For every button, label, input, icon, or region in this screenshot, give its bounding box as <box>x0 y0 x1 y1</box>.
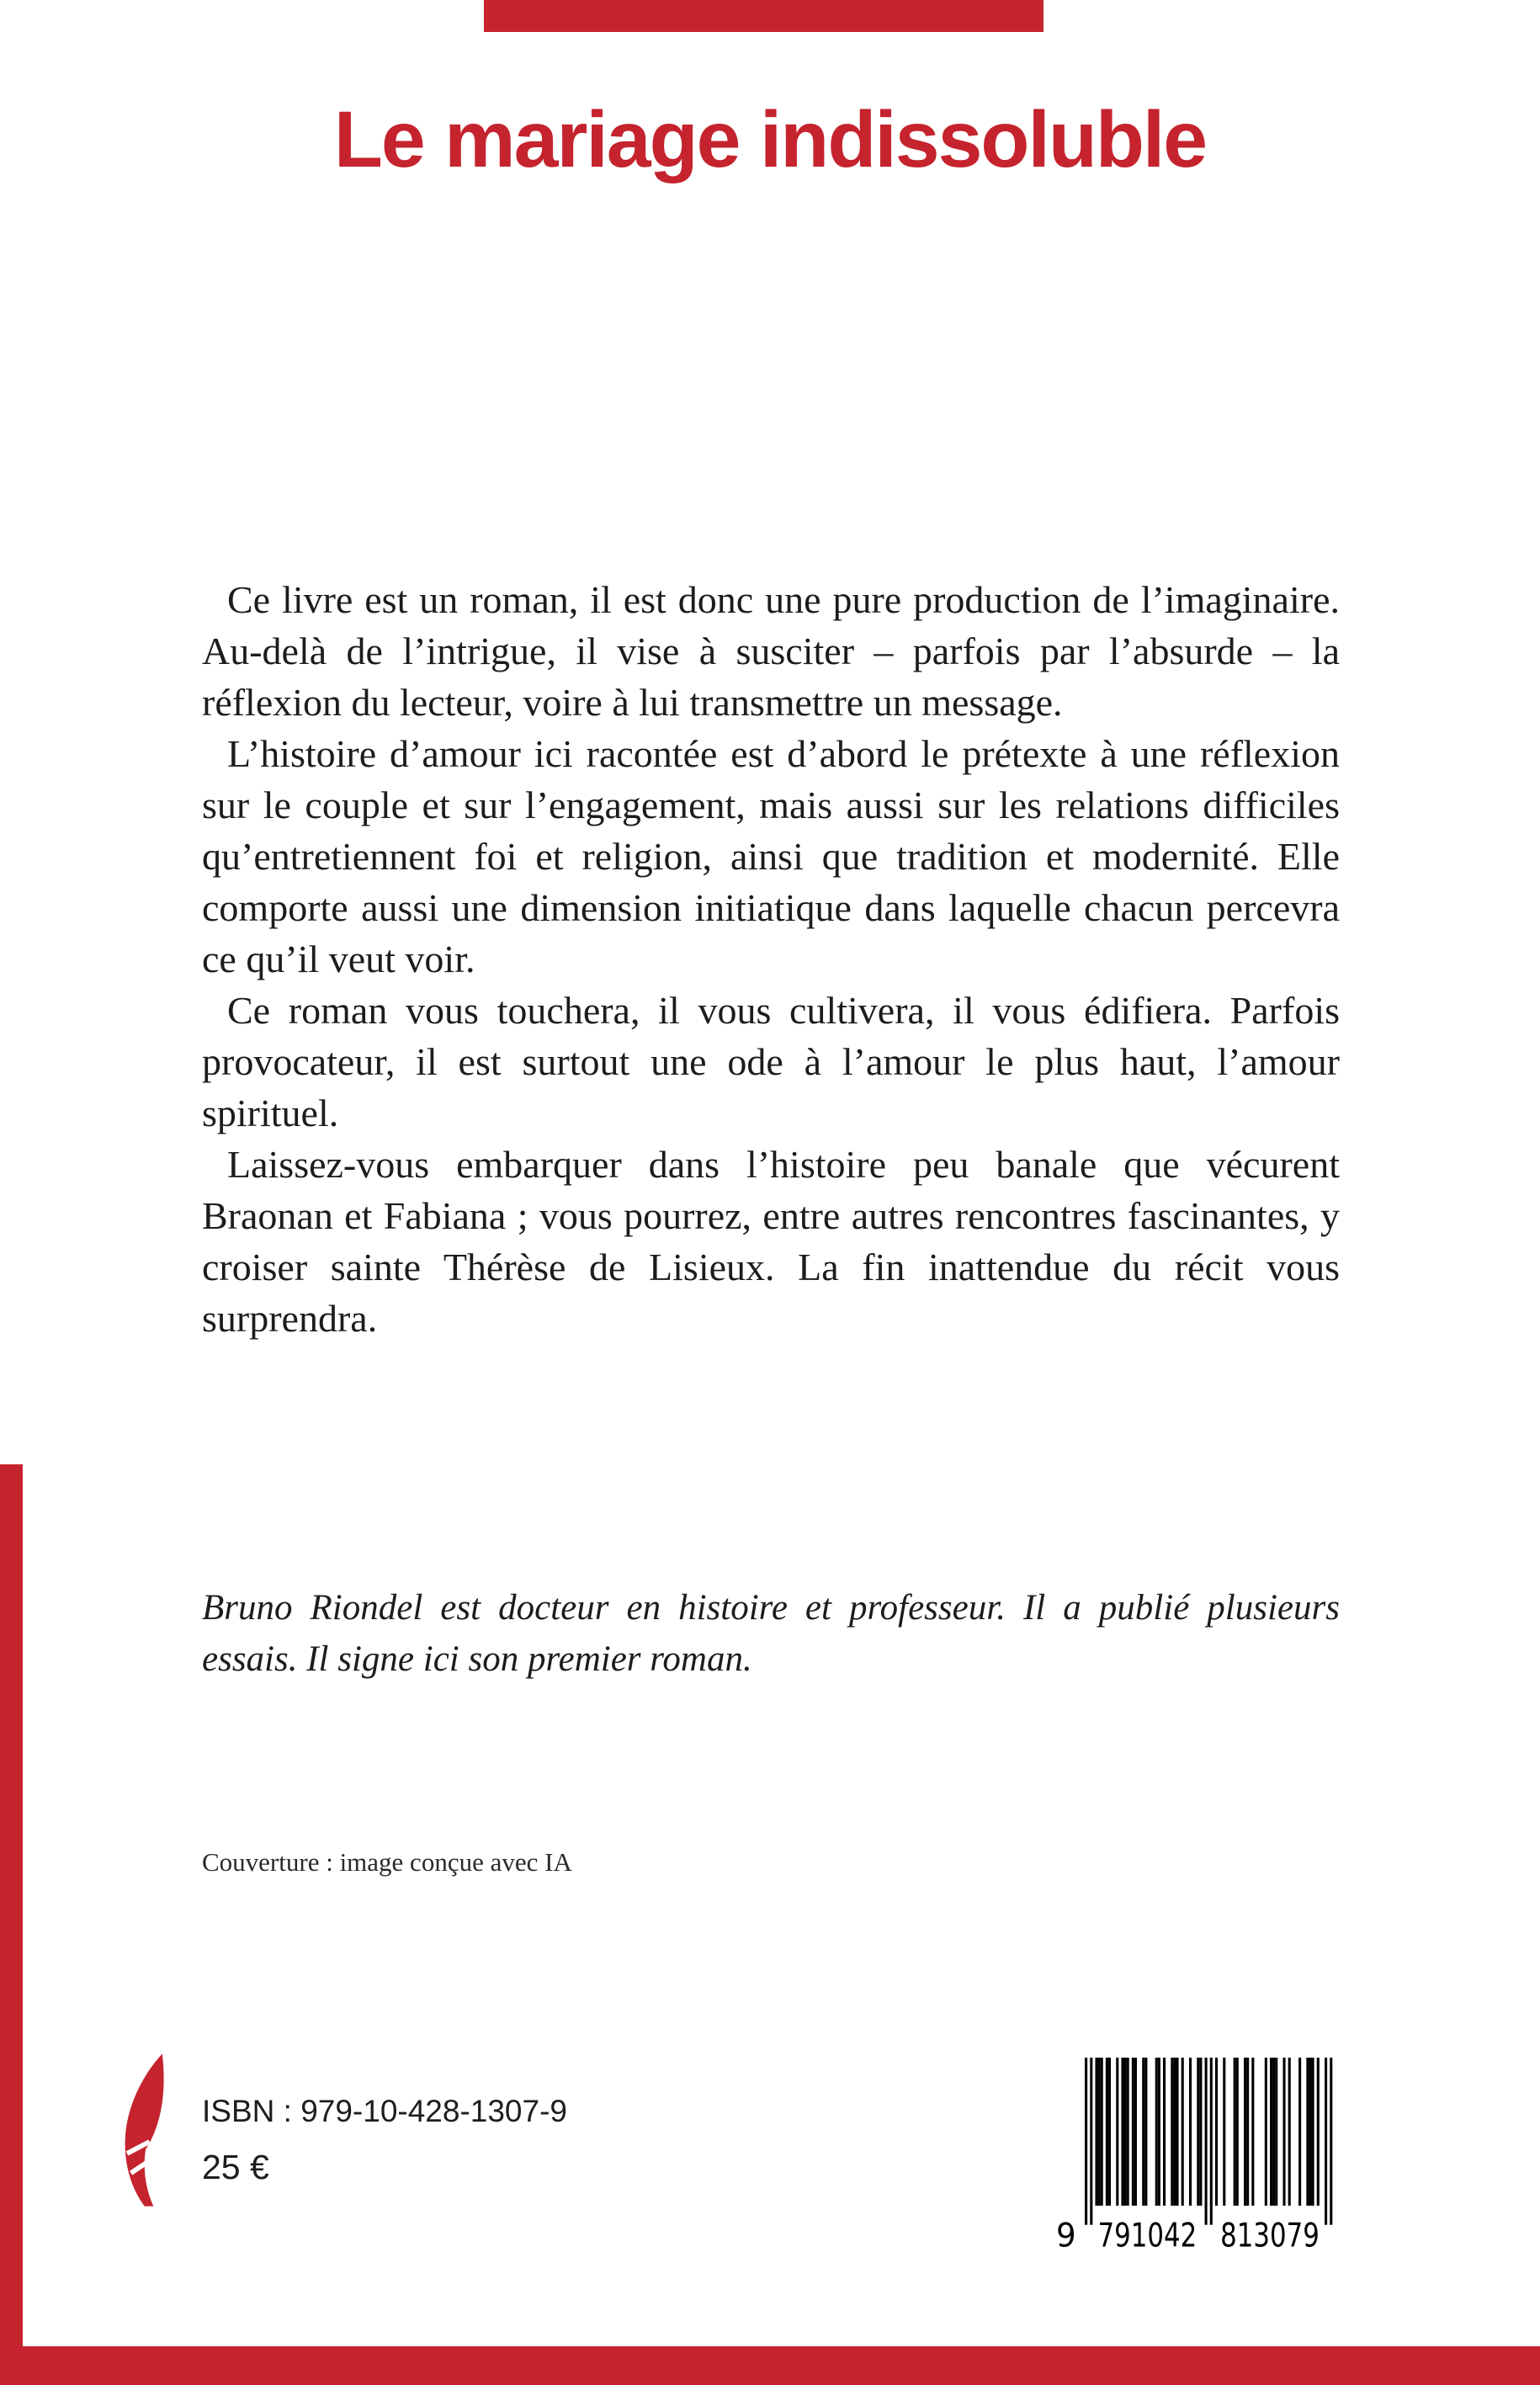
cover-credit: Couverture : image conçue avec IA <box>202 1847 572 1877</box>
bottom-red-bar <box>0 2346 1540 2385</box>
svg-text:9: 9 <box>1056 2216 1076 2250</box>
author-bio: Bruno Riondel est docteur en histoire et professeur. Il a publié plusieurs essais. Il signe ici son premier roman. <box>202 1588 1340 1679</box>
price-text: 25 € <box>202 2148 269 2186</box>
synopsis-paragraph: Ce roman vous touchera, il vous cultivera, il vous édifiera. Parfois provocateur, il est surtout une ode à l’amour le plus haut, l’amour spirituel. <box>202 989 1340 1134</box>
publisher-logo-feather-icon <box>116 2052 187 2208</box>
synopsis-paragraph: L’histoire d’amour ici racontée est d’abord le prétexte à une réflexion sur le couple et sur l’engagement, mais aussi sur les relations difficiles qu’entretiennent foi et religion, ainsi que tradition et modernité. Elle comporte aussi une dimension initiatique dans laquelle chacun percevra ce qu’il veut voir. <box>202 732 1340 980</box>
synopsis-paragraph: Laissez-vous embarquer dans l’histoire peu banale que vécurent Braonan et Fabiana ; vous pourrez, entre autres rencontres fascinantes, y croiser sainte Thérèse de Lisieux. La fin inattendue du récit vous surprendra. <box>202 1143 1340 1340</box>
synopsis-paragraph: Ce livre est un roman, il est donc une pure production de l’imaginaire. Au-delà de l’intrigue, il vise à susciter – parfois par l’absurde – la réflexion du lecteur, voire à lui transmettre un message. <box>202 578 1340 724</box>
synopsis <box>202 574 1340 1344</box>
ean-barcode <box>1056 2058 1351 2250</box>
book-title: Le mariage indissoluble <box>333 95 1207 184</box>
top-red-tab <box>484 0 1043 32</box>
svg-text:791042: 791042 <box>1097 2216 1197 2250</box>
svg-text:813079: 813079 <box>1220 2216 1320 2250</box>
isbn-block <box>202 2093 567 2186</box>
isbn-text: ISBN : 979-10-428-1307-9 <box>202 2094 567 2128</box>
left-red-stripe <box>0 1464 23 2385</box>
